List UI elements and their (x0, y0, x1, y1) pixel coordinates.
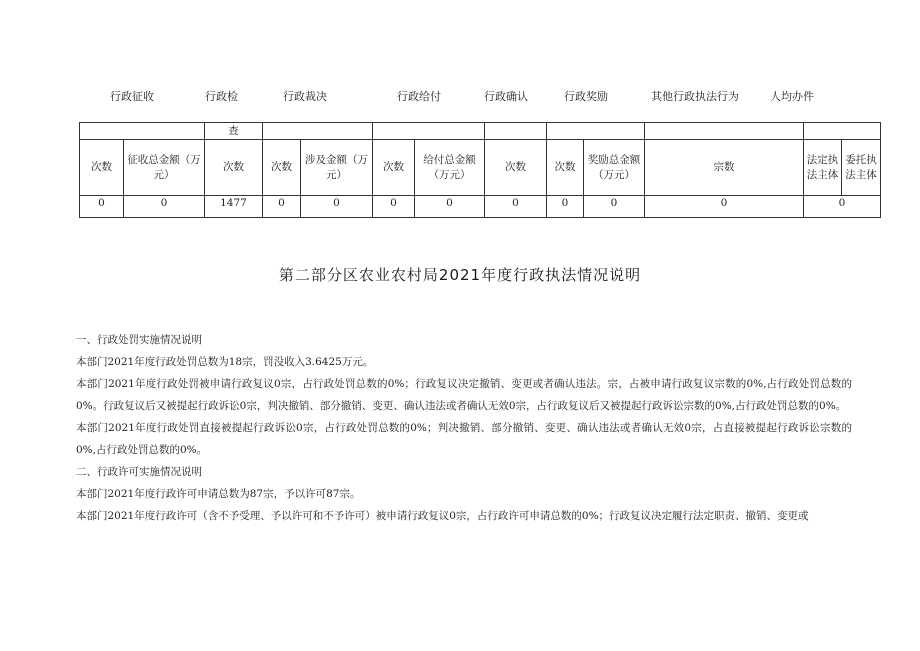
table-row (80, 123, 881, 140)
column-header: 次数 (80, 140, 124, 196)
column-header: 次数 (485, 140, 547, 196)
column-header: 次数 (263, 140, 301, 196)
category-label: 人均办件 (770, 90, 814, 103)
enforcement-stats-table (79, 122, 881, 218)
category-label: 其他行政执法行为 (651, 90, 739, 103)
table-cell: 0 (301, 196, 373, 218)
section-heading: 二、行政许可实施情况说明 (76, 466, 202, 478)
table-cell: 0 (415, 196, 485, 218)
category-label: 行政奖励 (564, 90, 608, 103)
paragraph: 本部门2021年度行政处罚直接被提起行政诉讼0宗，占行政处罚总数的0%；判决撤销、部分撤销、变更、确认违法或者确认无效0宗，占直接被提起行政诉讼宗数的0%,占行政处罚总数的0%。 (76, 422, 852, 456)
category-label: 行政确认 (484, 90, 528, 103)
paragraph: 本部门2021年度行政处罚被申请行政复议0宗，占行政处罚总数的0%；行政复议决定撤销、变更或者确认违法。宗，占被申请行政复议宗数的0%,占行政处罚总数的0%。行政复议后又被提起行政诉讼0宗，判决撤销、部分撤销、变更、确认违法或者确认无效0宗，占行政复议后又被提起行政诉讼宗数的0%,占行政处罚总数的0%。 (76, 378, 852, 412)
table-cell: 0 (547, 196, 584, 218)
column-header: 宗数 (645, 140, 804, 196)
table-cell: 0 (124, 196, 205, 218)
category-label: 行政裁决 (283, 90, 327, 103)
column-header: 法定执法主体 (804, 140, 842, 196)
category-label: 行政检 (205, 90, 238, 103)
category-label: 行政征收 (110, 90, 154, 103)
column-header: 委托执法主体 (842, 140, 881, 196)
table-cell: 0 (645, 196, 804, 218)
table-cell: 查 (205, 123, 263, 140)
table-cell: 0 (373, 196, 415, 218)
column-header: 征收总金额（万元） (124, 140, 205, 196)
table-cell: 0 (263, 196, 301, 218)
table-cell: 1477 (205, 196, 263, 218)
report-body (76, 329, 852, 527)
paragraph: 本部门2021年度行政处罚总数为18宗，罚没收入3.6425万元。 (76, 356, 374, 368)
table-cell: 0 (584, 196, 645, 218)
category-label: 行政给付 (397, 90, 441, 103)
column-header: 涉及金额（万元） (301, 140, 373, 196)
column-header: 给付总金额（万元） (415, 140, 485, 196)
table-header-row (80, 140, 881, 196)
section-title: 第二部分区农业农村局2021年度行政执法情况说明 (278, 266, 642, 284)
table-cell: 0 (485, 196, 547, 218)
paragraph: 本部门2021年度行政许可（含不予受理、予以许可和不予许可）被申请行政复议0宗，占行政许可申请总数的0%；行政复议决定履行法定职责、撤销、变更或 (76, 510, 809, 522)
column-header: 次数 (373, 140, 415, 196)
section-heading: 一、行政处罚实施情况说明 (76, 334, 202, 346)
column-header: 奖励总金额（万元） (584, 140, 645, 196)
table-row (80, 196, 881, 218)
table-cell: 0 (80, 196, 124, 218)
paragraph: 本部门2021年度行政许可申请总数为87宗，予以许可87宗。 (76, 488, 361, 500)
table-cell: 0 (804, 196, 881, 218)
column-header: 次数 (205, 140, 263, 196)
column-header: 次数 (547, 140, 584, 196)
category-labels (0, 88, 920, 108)
